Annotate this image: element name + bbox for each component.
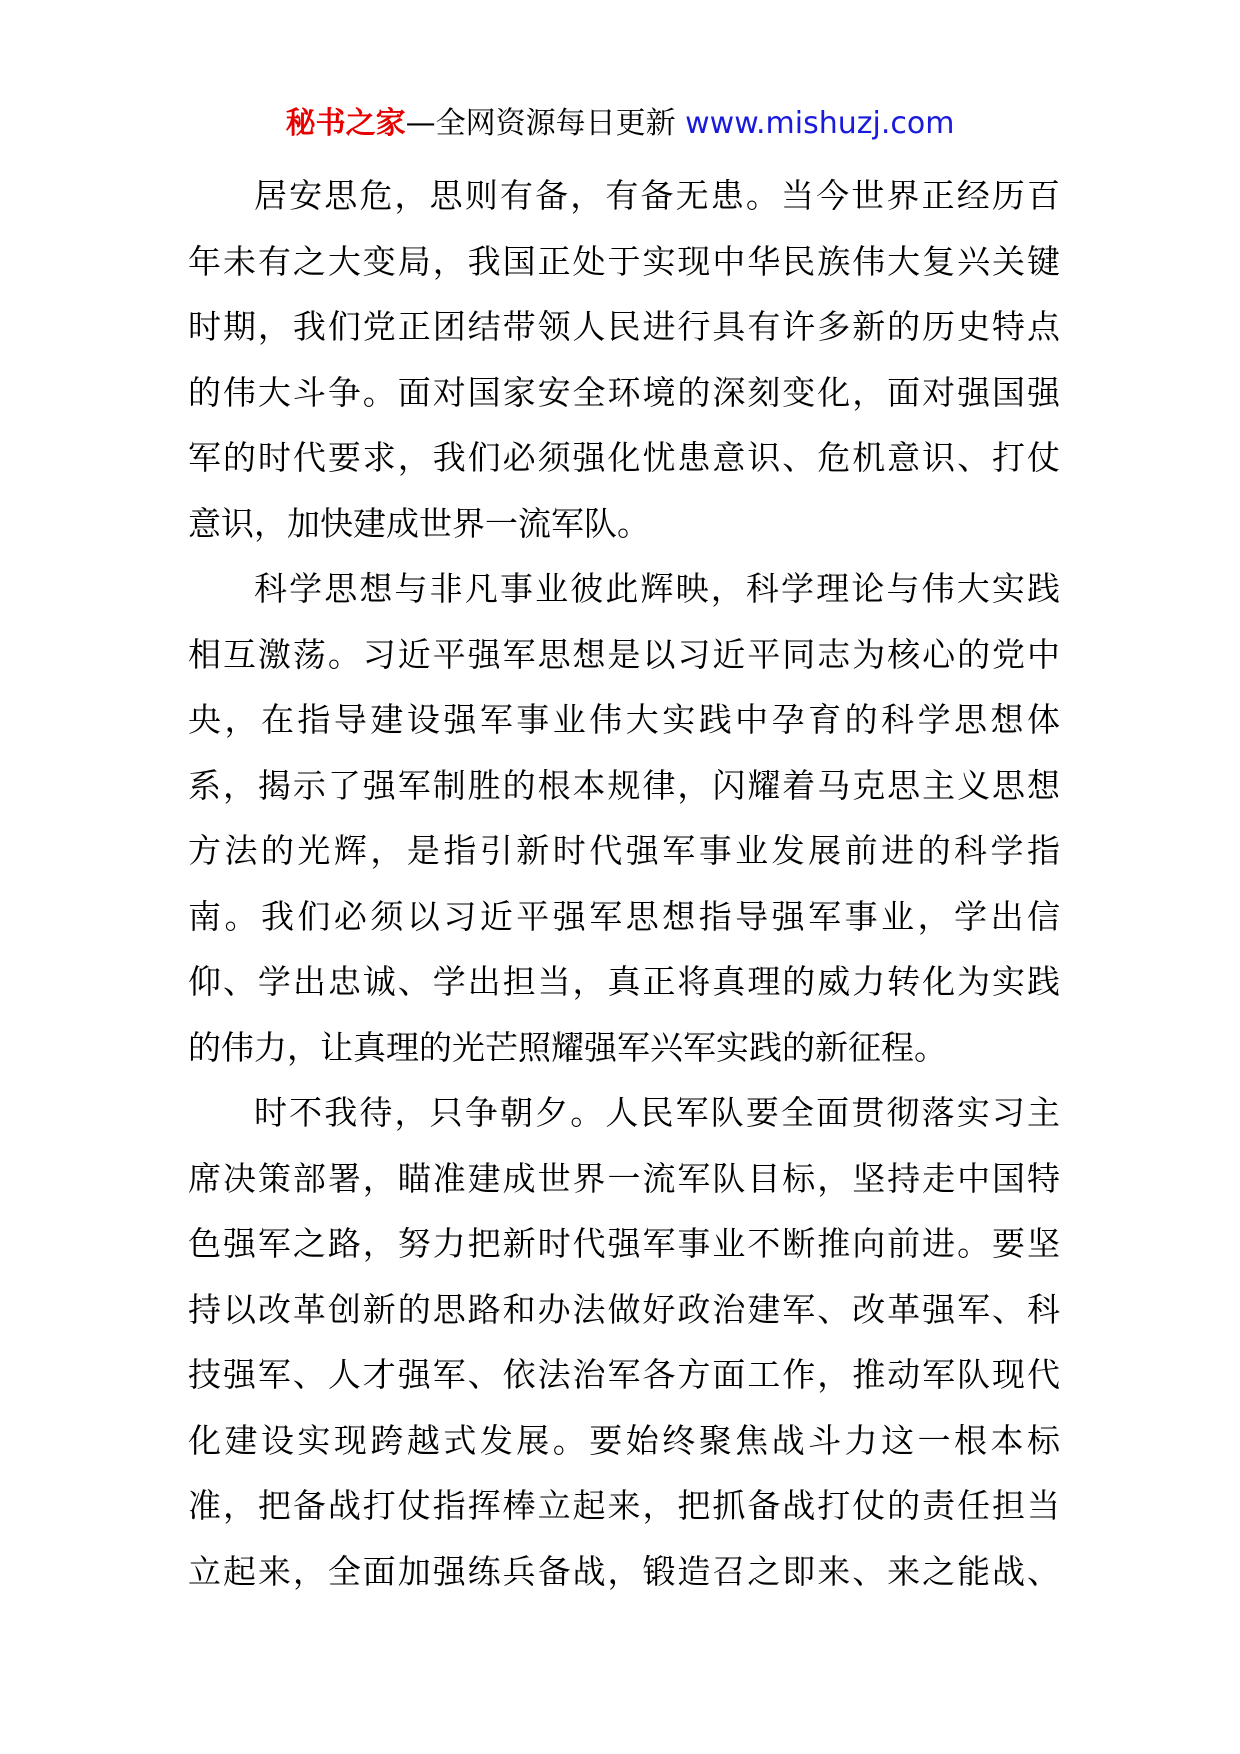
text-line: 年未有之大变局，我国正处于实现中华民族伟大复兴关键	[188, 241, 1060, 281]
text-line: 技强军、人才强军、依法治军各方面工作，推动军队现代	[188, 1355, 1060, 1394]
text-line: 仰、学出忠诚、学出担当，真正将真理的威力转化为实践	[188, 962, 1060, 1001]
text-line: 央，在指导建设强军事业伟大实践中孕育的科学思想体	[188, 700, 1060, 739]
text-line: 相互激荡。习近平强军思想是以习近平同志为核心的党中	[188, 634, 1060, 674]
text-line: 系，揭示了强军制胜的根本规律，闪耀着马克思主义思想	[188, 765, 1060, 805]
site-url-link[interactable]: www.mishuzj.com	[685, 106, 955, 141]
text-line: 时期，我们党正团结带领人民进行具有许多新的历史特点	[188, 307, 1060, 346]
paragraph-2	[188, 556, 1060, 1080]
paragraph-3	[188, 1080, 1060, 1604]
text-line: 立起来，全面加强练兵备战，锻造召之即来、来之能战、	[188, 1551, 1060, 1591]
text-line: 色强军之路，努力把新时代强军事业不断推向前进。要坚	[188, 1224, 1060, 1263]
document-body	[188, 163, 1060, 1604]
text-line: 持以改革创新的思路和办法做好政治建军、改革强军、科	[188, 1289, 1060, 1329]
text-line: 南。我们必须以习近平强军思想指导强军事业，学出信	[188, 896, 1060, 936]
brand-name: 秘书之家	[285, 106, 406, 141]
text-line: 科学思想与非凡事业彼此辉映，科学理论与伟大实践	[254, 569, 1060, 608]
text-line: 席决策部署，瞄准建成世界一流军队目标，坚持走中国特	[188, 1158, 1060, 1198]
text-line: 准，把备战打仗指挥棒立起来，把抓备战打仗的责任担当	[188, 1486, 1060, 1525]
header-slogan: —全网资源每日更新	[405, 106, 676, 141]
page-header	[0, 100, 1240, 148]
text-line: 方法的光辉，是指引新时代强军事业发展前进的科学指	[188, 831, 1060, 870]
text-line: 的伟大斗争。面对国家安全环境的深刻变化，面对强国强	[188, 372, 1060, 412]
text-line: 时不我待，只争朝夕。人民军队要全面贯彻落实习主	[254, 1093, 1060, 1132]
text-line: 的伟力，让真理的光芒照耀强军兴军实践的新征程。	[188, 1027, 947, 1067]
paragraph-1	[188, 163, 1060, 556]
text-line: 军的时代要求，我们必须强化忧患意识、危机意识、打仗	[188, 438, 1060, 477]
text-line: 化建设实现跨越式发展。要始终聚焦战斗力这一根本标	[188, 1420, 1060, 1460]
text-line: 意识，加快建成世界一流军队。	[188, 503, 650, 543]
text-line: 居安思危，思则有备，有备无患。当今世界正经历百	[254, 176, 1060, 215]
